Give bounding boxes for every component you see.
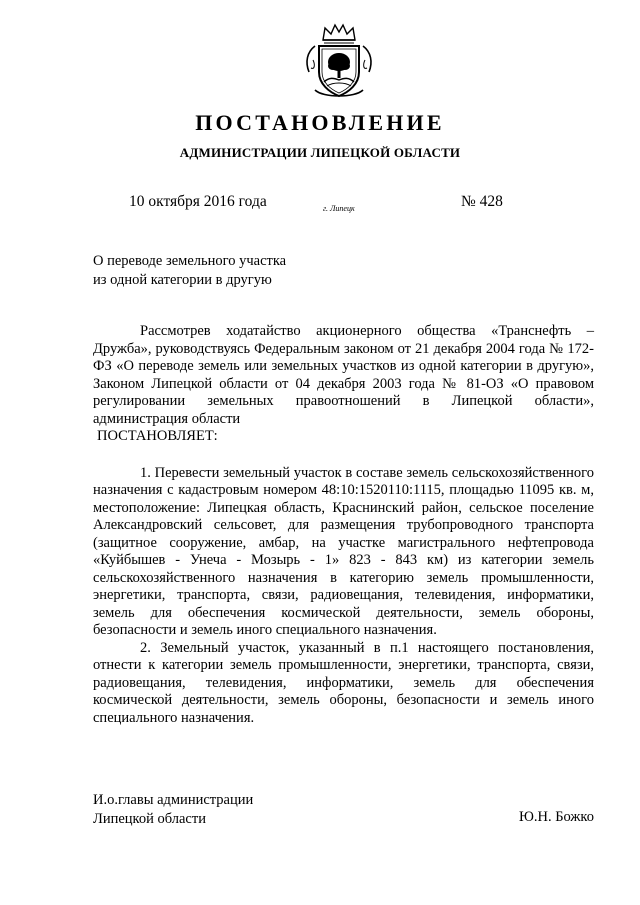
signatory-position-line: Липецкой области bbox=[93, 811, 206, 827]
signatory-position-line: И.о.главы администрации bbox=[93, 792, 254, 808]
document-subject bbox=[93, 252, 286, 290]
document-city: г. Липецк bbox=[323, 204, 355, 213]
decree-word: ПОСТАНОВЛЯЕТ: bbox=[97, 428, 218, 444]
decree-item: 1. Перевести земельный участок в составе земель сельскохозяйственного назначения с кадастровым номером 48:10:1520110:1115, площадью 11095 кв. м, местоположение: Липецкая область, Краснинский район, сельское поселение Александровский сельсовет, для размещения трубопроводного транспорта (защитное сооружение, амбар, на участке магистрального нефтепровода «Куйбышев - Унеча - Мозырь - 1» 823 - 843 км) из категории земель сельскохозяйственного назначения в категорию земель промышленности, энергетики, транспорта, связи, радиовещания, телевидения, информатики, земель для обеспечения космической деятельности, земель обороны, безопасности и земель иного специального назначения. bbox=[93, 464, 594, 638]
signatory-name: Ю.Н. Божко bbox=[518, 809, 594, 825]
lipetsk-coat-of-arms-icon bbox=[301, 22, 377, 100]
issuing-authority: АДМИНИСТРАЦИИ ЛИПЕЦКОЙ ОБЛАСТИ bbox=[179, 145, 461, 160]
document-number: № 428 bbox=[461, 193, 503, 210]
subject-line: О переводе земельного участка bbox=[93, 253, 287, 269]
decree-item: 2. Земельный участок, указанный в п.1 настоящего постановления, отнести к категории земель промышленности, энергетики, транспорта, связи, радиовещания, телевидения, информатики, земель для обеспечения космической деятельности, земель обороны, безопасности и земель иного специального назначения. bbox=[93, 639, 594, 726]
preamble-paragraph: Рассмотрев ходатайство акционерного общества «Транснефть – Дружба», руководствуясь Федеральным законом от 21 декабря 2004 года № 172-ФЗ «О переводе земель или земельных участков из одной категории в другую», Законом Липецкой области от 04 декабря 2003 года № 81-ОЗ «О правовом регулировании земельных правоотношений в Липецкой области», администрация области bbox=[93, 323, 594, 427]
document-body bbox=[93, 323, 594, 727]
document-date: 10 октября 2016 года bbox=[129, 193, 267, 210]
subject-line: из одной категории в другую bbox=[93, 272, 272, 288]
document-title: ПОСТАНОВЛЕНИЕ bbox=[195, 110, 445, 135]
signatory-position bbox=[93, 791, 253, 829]
